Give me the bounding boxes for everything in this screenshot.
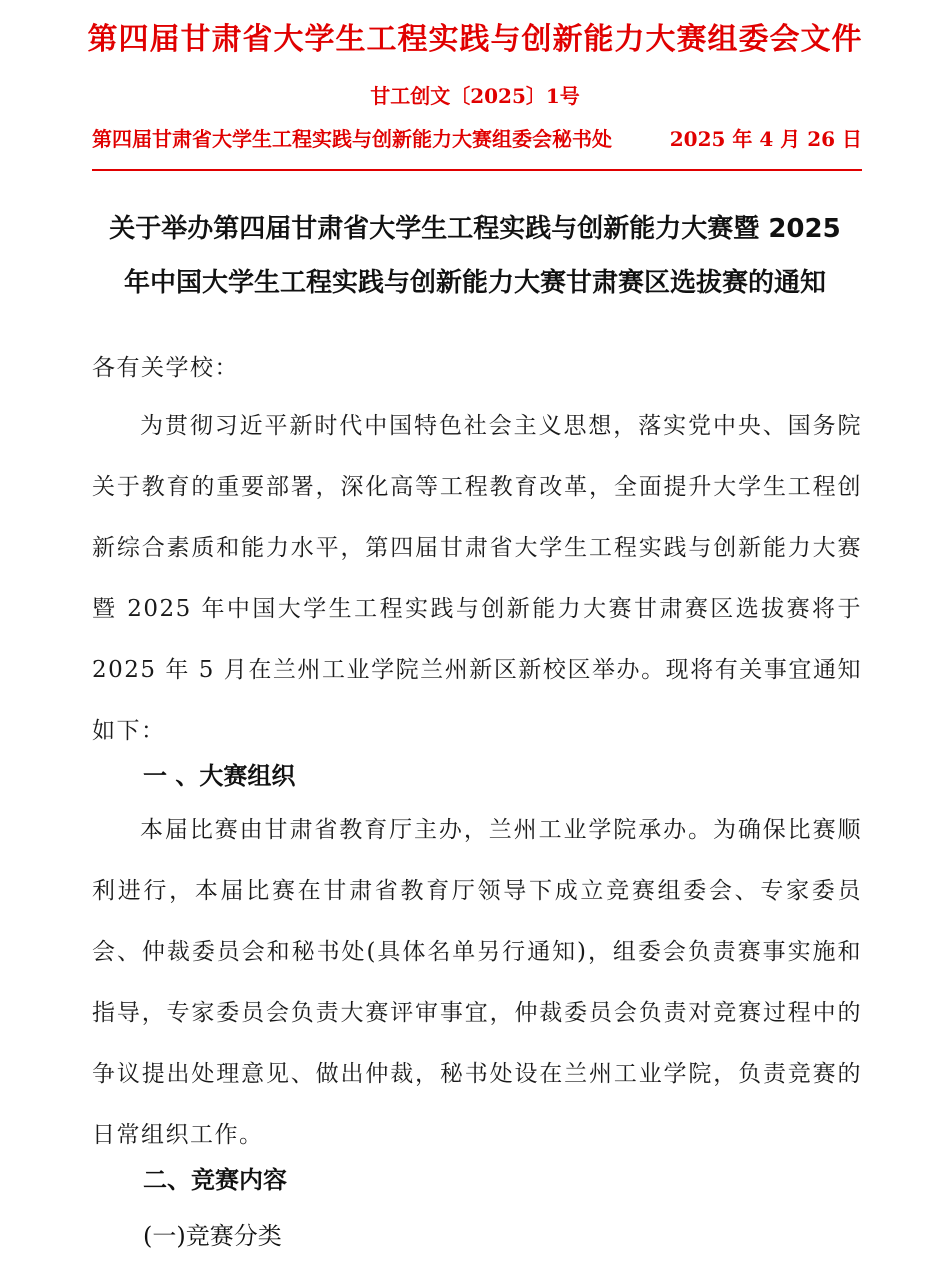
notice-title xyxy=(60,202,890,310)
issuer-line xyxy=(92,123,862,152)
document-number: 甘工创文〔2025〕1号 xyxy=(370,84,580,108)
notice-title-line-2: 年中国大学生工程实践与创新能力大赛甘肃赛区选拔赛的通知 xyxy=(123,268,826,298)
issuer-name: 第四届甘肃省大学生工程实践与创新能力大赛组委会秘书处 xyxy=(92,127,612,151)
red-divider-line xyxy=(92,169,862,171)
section-heading-organization: 一 、大赛组织 xyxy=(143,762,296,790)
notice-title-line-1: 关于举办第四届甘肃省大学生工程实践与创新能力大赛暨 2025 xyxy=(109,214,841,244)
paragraph-organization: 本届比赛由甘肃省教育厅主办，兰州工业学院承办。为确保比赛顺利进行，本届比赛在甘肃省教育厅领导下成立竞赛组委会、专家委员会、仲裁委员会和秘书处(具体名单另行通知)，组委会负责赛事实施和指导，专家委员会负责大赛评审事宜，仲裁委员会负责对竞赛过程中的争议提出处理意见、做出仲裁，秘书处设在兰州工业学院，负责竞赛的日常组织工作。 xyxy=(92,817,862,1148)
salutation: 各有关学校： xyxy=(92,355,239,381)
subsection-heading-categories: (一)竞赛分类 xyxy=(143,1222,282,1250)
section-heading-content: 二、竞赛内容 xyxy=(143,1166,287,1194)
document-header-title: 第四届甘肃省大学生工程实践与创新能力大赛组委会文件 xyxy=(87,22,863,57)
paragraph-intro: 为贯彻习近平新时代中国特色社会主义思想，落实党中央、国务院关于教育的重要部署，深化高等工程教育改革，全面提升大学生工程创新综合素质和能力水平，第四届甘肃省大学生工程实践与创新能力大赛暨 2025 年中国大学生工程实践与创新能力大赛甘肃赛区选拔赛将于 2025 年 5 月在兰州工业学院兰州新区新校区举办。现将有关事宜通知如下： xyxy=(92,413,862,744)
issue-date: 2025 年 4 月 26 日 xyxy=(669,127,862,151)
